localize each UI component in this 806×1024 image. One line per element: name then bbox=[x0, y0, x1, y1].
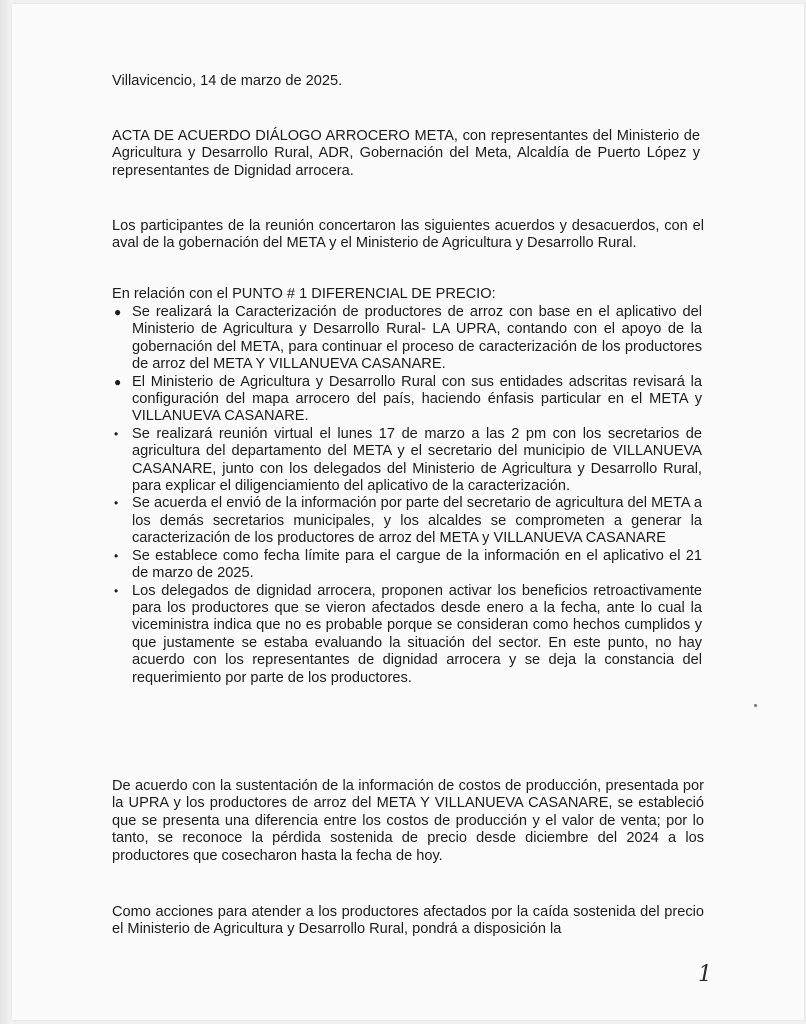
document-page bbox=[12, 4, 804, 1020]
list-item-text: Se realizará la Caracterización de productores de arroz con base en el aplicativo del Ministerio de Agricultura y Desarrollo Rural- LA UPRA, contando con el apoyo de la gobernación del META, para continuar el proceso de caracterización de los productores de arroz del META Y VILLANUEVA CASANARE. bbox=[132, 304, 702, 373]
sustentacion-paragraph: De acuerdo con la sustentación de la información de costos de producción, presentada por la UPRA y los productores de arroz del META Y VILLANUEVA CASANARE, se estableció que se presenta una diferencia entre los costos de producción y el valor de venta; por lo tanto, se reconoce la pérdida sostenida de precio desde diciembre del 2024 a los productores que cosecharon hasta la fecha de hoy. bbox=[112, 778, 704, 864]
list-item bbox=[112, 426, 702, 496]
agreement-list bbox=[112, 304, 702, 687]
date-line: Villavicencio, 14 de marzo de 2025. bbox=[112, 73, 343, 89]
list-item-text: El Ministerio de Agricultura y Desarrollo Rural con sus entidades adscritas revisará la configuración del mapa arrocero del país, haciendo énfasis particular en el META y VILLANUEVA CASANARE. bbox=[132, 373, 702, 425]
list-item bbox=[112, 495, 702, 547]
photo-edge bbox=[0, 0, 12, 1024]
list-item-text: Se acuerda el envió de la información por parte del secretario de agricultura del META a los demás secretarios municipales, y los alcaldes se comprometen a generar la caracterización de los productores de arroz del META y VILLANUEVA CASANARE bbox=[132, 495, 702, 547]
bullet-icon: ● bbox=[114, 305, 122, 319]
bullet-icon: • bbox=[114, 426, 119, 441]
page-number: 1 bbox=[698, 962, 712, 987]
punto-heading: En relación con el PUNTO # 1 DIFERENCIAL DE PRECIO: bbox=[112, 286, 496, 302]
bullet-icon: • bbox=[114, 583, 119, 598]
list-item-text: Se establece como fecha límite para el cargue de la información en el aplicativo el 21 de marzo de 2025. bbox=[132, 547, 702, 582]
list-item bbox=[112, 374, 702, 426]
list-item bbox=[112, 548, 702, 583]
scan-speck bbox=[754, 704, 757, 707]
bullet-icon: • bbox=[114, 496, 119, 511]
bullet-icon: ● bbox=[114, 374, 122, 389]
intro-paragraph: Los participantes de la reunión concertaron las siguientes acuerdos y desacuerdos, con el aval de la gobernación del META y el Ministerio de Agricultura y Desarrollo Rural. bbox=[112, 218, 704, 252]
list-item bbox=[112, 583, 702, 687]
acta-heading: ACTA DE ACUERDO DIÁLOGO ARROCERO META, con representantes del Ministerio de Agricultura y Desarrollo Rural, ADR, Gobernación del Meta, Alcaldía de Puerto López y representantes de Dignidad arrocera. bbox=[112, 128, 700, 179]
bullet-icon: • bbox=[114, 548, 119, 563]
acciones-paragraph: Como acciones para atender a los productores afectados por la caída sostenida del precio el Ministerio de Agricultura y Desarrollo Rural, pondrá a disposición la bbox=[112, 904, 704, 938]
list-item-text: Se realizará reunión virtual el lunes 17 de marzo a las 2 pm con los secretarios de agricultura del departamento del META y el secretario del municipio de VILLANUEVA CASANARE, junto con los delegados del Ministerio de Agricultura y Desarrollo Rural, para explicar el diligenciamiento del aplicativo de la caracterización. bbox=[132, 425, 702, 495]
list-item-text: Los delegados de dignidad arrocera, proponen activar los beneficios retroactivamente para los productores que se vieron afectados desde enero a la fecha, ante lo cual la viceministra indica que no es probable porque se consideran como hechos cumplidos y que justamente se estaba evaluando la situación del sector. En este punto, no hay acuerdo con los representantes de dignidad arrocera y se deja la constancia del requerimiento por parte de los productores. bbox=[132, 582, 702, 686]
list-item bbox=[112, 304, 702, 374]
